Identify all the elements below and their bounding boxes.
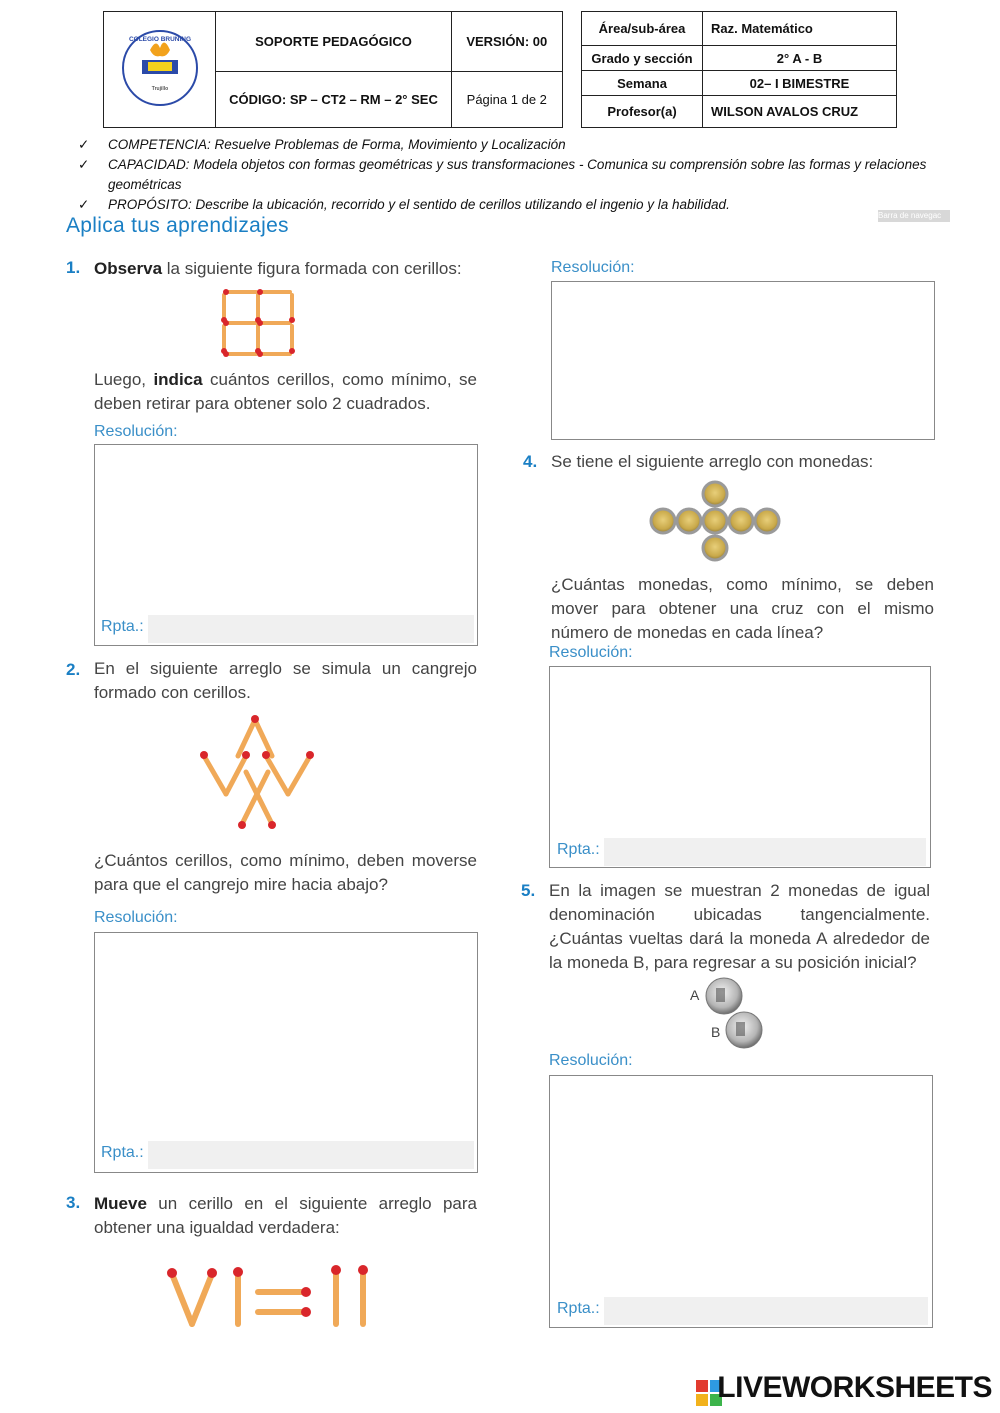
competencia-item — [78, 135, 958, 155]
q1-bold: Observa — [94, 259, 163, 278]
grado-label: Grado y sección — [582, 46, 703, 71]
capacidad-text: CAPACIDAD: Modela objetos con formas geométricas y sus transformaciones - Comunica su comprensión sobre las formas y relaciones geométricas — [108, 157, 927, 192]
school-logo-cell — [104, 12, 216, 128]
navigation-bar-button[interactable]: Barra de navegac — [878, 210, 950, 222]
q2-crab-matchsticks — [198, 712, 318, 830]
q3-resolucion-label: Resolución: — [551, 259, 635, 276]
q1-number: 1. — [66, 258, 81, 277]
q3-number: 3. — [66, 1193, 81, 1212]
q4-answer-input[interactable] — [604, 838, 926, 866]
objectives-list — [78, 135, 958, 215]
competencia-text: COMPETENCIA: Resuelve Problemas de Forma, Movimiento y Localización — [108, 137, 566, 152]
q5-answer-input[interactable] — [604, 1297, 928, 1325]
check-icon: ✓ — [78, 137, 90, 152]
capacidad-item — [78, 155, 958, 195]
profesor-label: Profesor(a) — [582, 96, 703, 128]
header-right-table — [581, 11, 897, 128]
q4-coin-cross — [646, 480, 784, 564]
q2-rpta-label: Rpta.: — [101, 1144, 144, 1161]
q5-resolucion-label: Resolución: — [549, 1052, 633, 1069]
section-title: Aplica tus aprendizajes — [66, 214, 289, 237]
codigo-cell: CÓDIGO: SP – CT2 – RM – 2° SEC — [216, 72, 451, 128]
q5-number: 5. — [521, 881, 536, 900]
coin-b-label: B — [711, 1024, 721, 1040]
q4-rpta-label: Rpta.: — [557, 841, 600, 858]
area-label: Área/sub-área — [582, 12, 703, 46]
school-logo — [120, 28, 200, 108]
q3-equation-matchsticks — [160, 1262, 375, 1330]
q1-matchstick-grid — [220, 287, 296, 359]
q1-question — [94, 368, 477, 416]
q2-prompt: En el siguiente arreglo se simula un cangrejo formado con cerillos. — [94, 659, 477, 702]
q1-rpta-label: Rpta.: — [101, 618, 144, 635]
q5-prompt: En la imagen se muestran 2 monedas de igual denominación ubicadas tangencialmente. ¿Cuántas vueltas dará la moneda A alrededor de la moneda B, para regresar a su posición inicial? — [549, 881, 930, 972]
q1-text: la siguiente figura formada con cerillos: — [162, 259, 462, 278]
q1-text2a: Luego, — [94, 370, 154, 389]
q4-resolucion-label: Resolución: — [549, 644, 633, 661]
check-icon: ✓ — [78, 197, 90, 212]
pagina-cell: Página 1 de 2 — [451, 72, 562, 128]
q2-resolucion-label: Resolución: — [94, 909, 178, 926]
q4-question: ¿Cuántas monedas, como mínimo, se deben mover para obtener una cruz con el mismo número de monedas en cada línea? — [551, 575, 934, 642]
soporte-cell: SOPORTE PEDAGÓGICO — [216, 12, 451, 72]
q1-answer-input[interactable] — [148, 615, 474, 643]
q2-answer-input[interactable] — [148, 1141, 474, 1169]
semana-value: 02– I BIMESTRE — [703, 71, 897, 96]
check-icon: ✓ — [78, 157, 90, 172]
logo-text-top: COLEGIO BRUNING — [128, 36, 191, 43]
version-cell: VERSIÓN: 00 — [451, 12, 562, 72]
q1-resolucion-label: Resolución: — [94, 423, 178, 440]
q5-two-coins — [704, 976, 766, 1050]
q4-prompt: Se tiene el siguiente arreglo con monedas: — [551, 452, 874, 471]
q3-resolution-box[interactable] — [551, 281, 935, 440]
profesor-value: WILSON AVALOS CRUZ — [703, 96, 897, 128]
grado-value: 2° A - B — [703, 46, 897, 71]
q2-number: 2. — [66, 660, 81, 679]
header-left-table — [103, 11, 563, 128]
q4-number: 4. — [523, 452, 538, 471]
q1-bold2: indica — [153, 370, 203, 389]
proposito-item — [78, 195, 958, 215]
q5-rpta-label: Rpta.: — [557, 1300, 600, 1317]
q3-bold: Mueve — [94, 1194, 147, 1213]
q1-text2b: cuántos cerillos, como mínimo, se deben retirar para obtener solo 2 cuadrados. — [94, 370, 477, 413]
q3-prompt — [94, 1192, 477, 1240]
liveworksheets-brand: LIVEWORKSHEETS — [717, 1371, 992, 1404]
q2-question: ¿Cuántos cerillos, como mínimo, deben moverse para que el cangrejo mire hacia abajo? — [94, 851, 477, 894]
area-value: Raz. Matemático — [703, 12, 897, 46]
semana-label: Semana — [582, 71, 703, 96]
proposito-text: PROPÓSITO: Describe la ubicación, recorrido y el sentido de cerillos utilizando el ingenio y la habilidad. — [108, 197, 730, 212]
logo-text-bottom: Trujillo — [151, 86, 168, 92]
q2-resolution-box[interactable] — [94, 932, 478, 1173]
q1-prompt — [94, 257, 477, 281]
q5-resolution-box[interactable] — [549, 1075, 933, 1328]
coin-a-label: A — [690, 987, 700, 1003]
q3-text: un cerillo en el siguiente arreglo para obtener una igualdad verdadera: — [94, 1194, 477, 1237]
